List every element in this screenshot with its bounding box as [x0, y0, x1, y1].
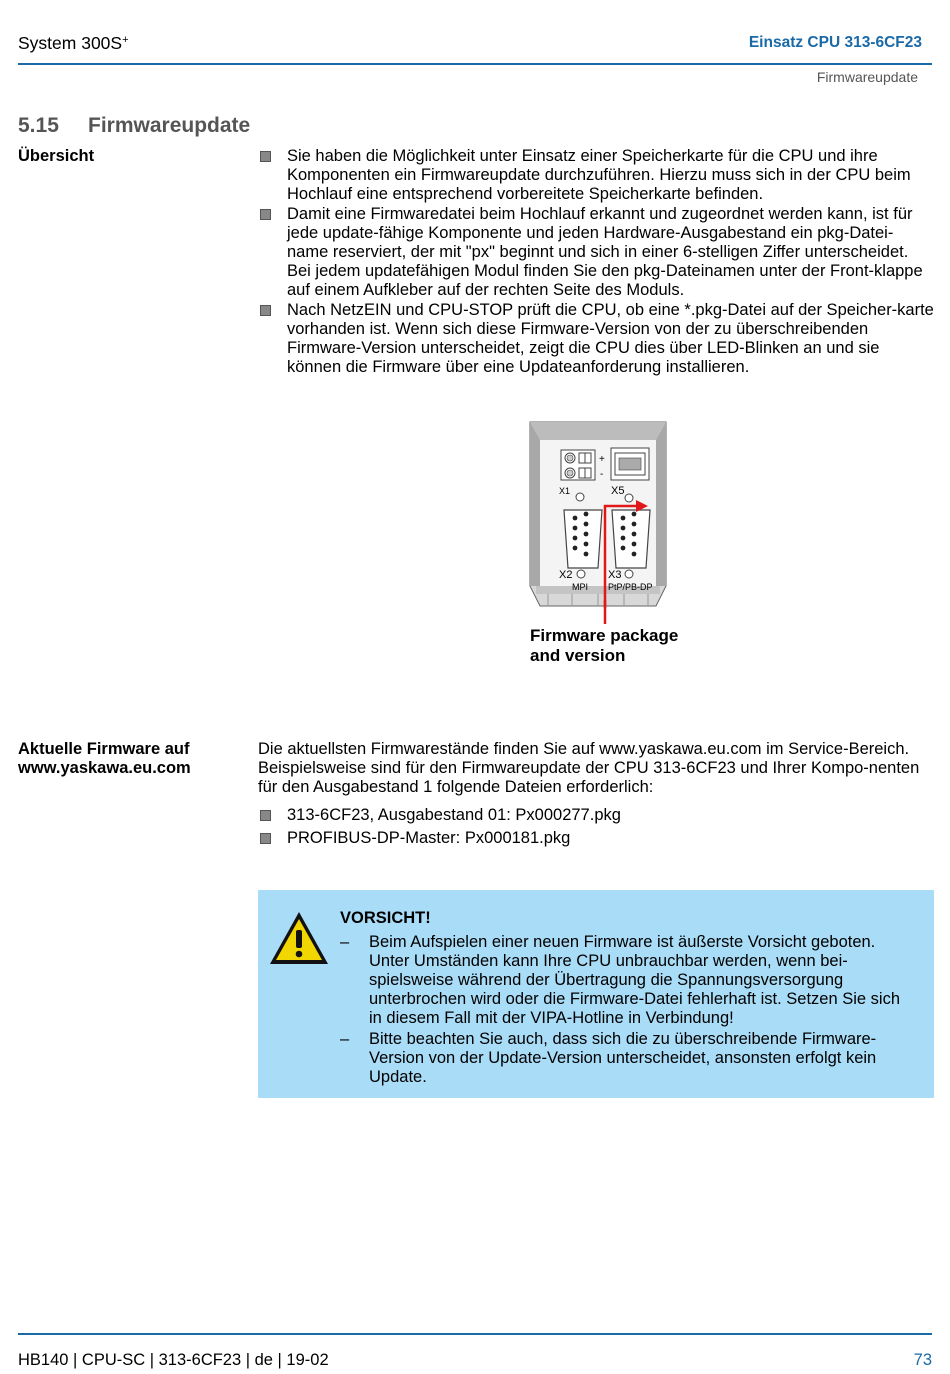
current-firmware-label-line1: Aktuelle Firmware auf — [18, 740, 190, 758]
header-product-sup: + — [122, 34, 129, 46]
current-firmware-label — [18, 740, 191, 778]
pin — [573, 546, 578, 551]
section-number: 5.15 — [18, 114, 59, 137]
cpu-front-panel-figure — [528, 418, 668, 608]
warning-item-text: Beim Aufspielen einer neuen Firmware ist äußerste Vorsicht geboten. Unter Umständen kann Ihre CPU unbrauchbar werden, wenn bei-spielsweise während der Übertragung die Spannungsversorgung unterbrochen wird oder die Firmware-Datei fehlerhaft ist. Setzen Sie sich in diesem Fall mit der VIPA-Hotline in Verbindung! — [369, 933, 900, 1027]
terminal-screw-inner-icon — [567, 455, 573, 461]
mpi-label: MPI — [572, 582, 589, 592]
pin — [621, 526, 626, 531]
bullet-square-icon — [260, 151, 271, 162]
led-x1-icon — [576, 493, 584, 501]
warning-box — [258, 890, 934, 1098]
bullet-text: Damit eine Firmwaredatei beim Hochlauf erkannt und zugeordnet werden kann, ist für jede update-fähige Komponente und jeden Hardware-Ausgabestand ein pkg-Datei-name reserviert, der mit "px" beginnt und sich in einer 6-stelligen Ziffer unterscheidet. Bei jedem updatefähigen Modul finden Sie den pkg-Dateinamen unter der Front-klappe auf einem Aufkleber auf der rechten Seite des Moduls. — [287, 205, 923, 299]
x5-label: X5 — [611, 485, 625, 497]
bullet-text: Sie haben die Möglichkeit unter Einsatz einer Speicherkarte für die CPU und ihre Komponenten ein Firmwareupdate durchzuführen. Hierzu muss sich in der CPU beim Hochlauf eine entsprechend vorbereitete Speicherkarte befinden. — [287, 147, 911, 203]
exclamation-dot — [296, 951, 303, 958]
list-item — [340, 1030, 910, 1087]
pin — [584, 522, 589, 527]
dash-marker: – — [340, 1030, 350, 1048]
current-firmware-paragraph: Die aktuellsten Firmwarestände finden Sie auf www.yaskawa.eu.com im Service-Bereich. Beispielsweise sind für den Firmwareupdate der CPU 313-6CF23 und Ihrer Kompo-nenten für den Ausgabestand 1 folgende Dateien erforderlich: — [258, 740, 920, 796]
pin — [573, 526, 578, 531]
x2-label: X2 — [559, 569, 573, 581]
x3-label: X3 — [608, 569, 622, 581]
pin — [632, 532, 637, 537]
ptp-label: PtP/PB-DP — [608, 582, 653, 592]
figure-caption — [530, 626, 678, 666]
arrow-tail — [603, 600, 609, 624]
bullet-square-icon — [260, 305, 271, 316]
section-title — [18, 113, 250, 139]
bullet-square-icon — [260, 209, 271, 220]
warning-triangle-icon — [268, 910, 330, 966]
header-product — [18, 32, 129, 54]
pin — [573, 536, 578, 541]
exclamation-bar — [296, 930, 302, 948]
bullet-text: Nach NetzEIN und CPU-STOP prüft die CPU, ob eine *.pkg-Datei auf der Speicher-karte vorhanden ist. Wenn sich diese Firmware-Version von der zu überschreibenden Firmware-Version unterscheidet, zeigt die CPU dies über LED-Blinken an und sie können die Firmware über eine Updateanforderung installieren. — [287, 301, 934, 376]
module-top-bevel — [530, 422, 666, 440]
pin — [584, 532, 589, 537]
terminal-screw-inner-icon — [567, 470, 573, 476]
pin — [632, 552, 637, 557]
minus-label: - — [600, 469, 604, 480]
list-item — [340, 933, 910, 1028]
bullet-text: PROFIBUS-DP-Master: Px000181.pkg — [287, 829, 571, 847]
list-item — [258, 301, 934, 377]
led-x3-icon — [625, 570, 633, 578]
module-right-bevel — [656, 422, 666, 586]
led-x5-icon — [625, 494, 633, 502]
pin — [621, 536, 626, 541]
pin — [584, 542, 589, 547]
list-item — [258, 205, 934, 300]
bullet-square-icon — [260, 810, 271, 821]
header-subsection: Firmwareupdate — [816, 69, 918, 85]
warning-title: VORSICHT! — [340, 909, 431, 927]
pin — [632, 522, 637, 527]
overview-bullet-list — [258, 147, 934, 378]
section-title-text: Firmwareupdate — [88, 114, 251, 137]
list-item — [258, 829, 934, 848]
header-rule — [18, 63, 932, 65]
bullet-text: 313-6CF23, Ausgabestand 01: Px000277.pkg — [287, 806, 621, 824]
pin — [632, 512, 637, 517]
header-chapter: Einsatz CPU 313-6CF23 — [748, 34, 922, 51]
plus-label: + — [599, 454, 605, 465]
header-product-name: System 300S — [18, 33, 123, 53]
x1-label: X1 — [559, 486, 571, 496]
warning-list — [340, 933, 910, 1089]
pin — [584, 552, 589, 557]
dash-marker: – — [340, 933, 350, 951]
warning-item-text: Bitte beachten Sie auch, dass sich die zu überschreibende Firmware-Version von der Update-Version unterscheidet, ansonsten erfolgt kein Update. — [369, 1030, 877, 1086]
list-item — [258, 147, 934, 204]
bullet-square-icon — [260, 833, 271, 844]
list-item — [258, 806, 934, 825]
led-x2-icon — [577, 570, 585, 578]
pin — [621, 516, 626, 521]
footer-doc-id: HB140 | CPU-SC | 313-6CF23 | de | 19-02 — [18, 1351, 329, 1369]
pin — [621, 546, 626, 551]
pin — [584, 512, 589, 517]
figure-caption-line1: Firmware package — [530, 626, 679, 645]
ethernet-contacts — [619, 458, 641, 470]
overview-label: Übersicht — [18, 147, 95, 165]
pin — [632, 542, 637, 547]
current-firmware-label-line2: www.yaskawa.eu.com — [18, 759, 191, 777]
module-left-bevel — [530, 422, 540, 586]
footer-rule — [18, 1333, 932, 1335]
figure-caption-line2: and version — [530, 646, 626, 665]
pin — [573, 516, 578, 521]
page-number: 73 — [913, 1351, 932, 1369]
dsub-x3-connector — [612, 510, 650, 568]
firmware-file-list — [258, 806, 934, 849]
dsub-x2-connector — [564, 510, 602, 568]
